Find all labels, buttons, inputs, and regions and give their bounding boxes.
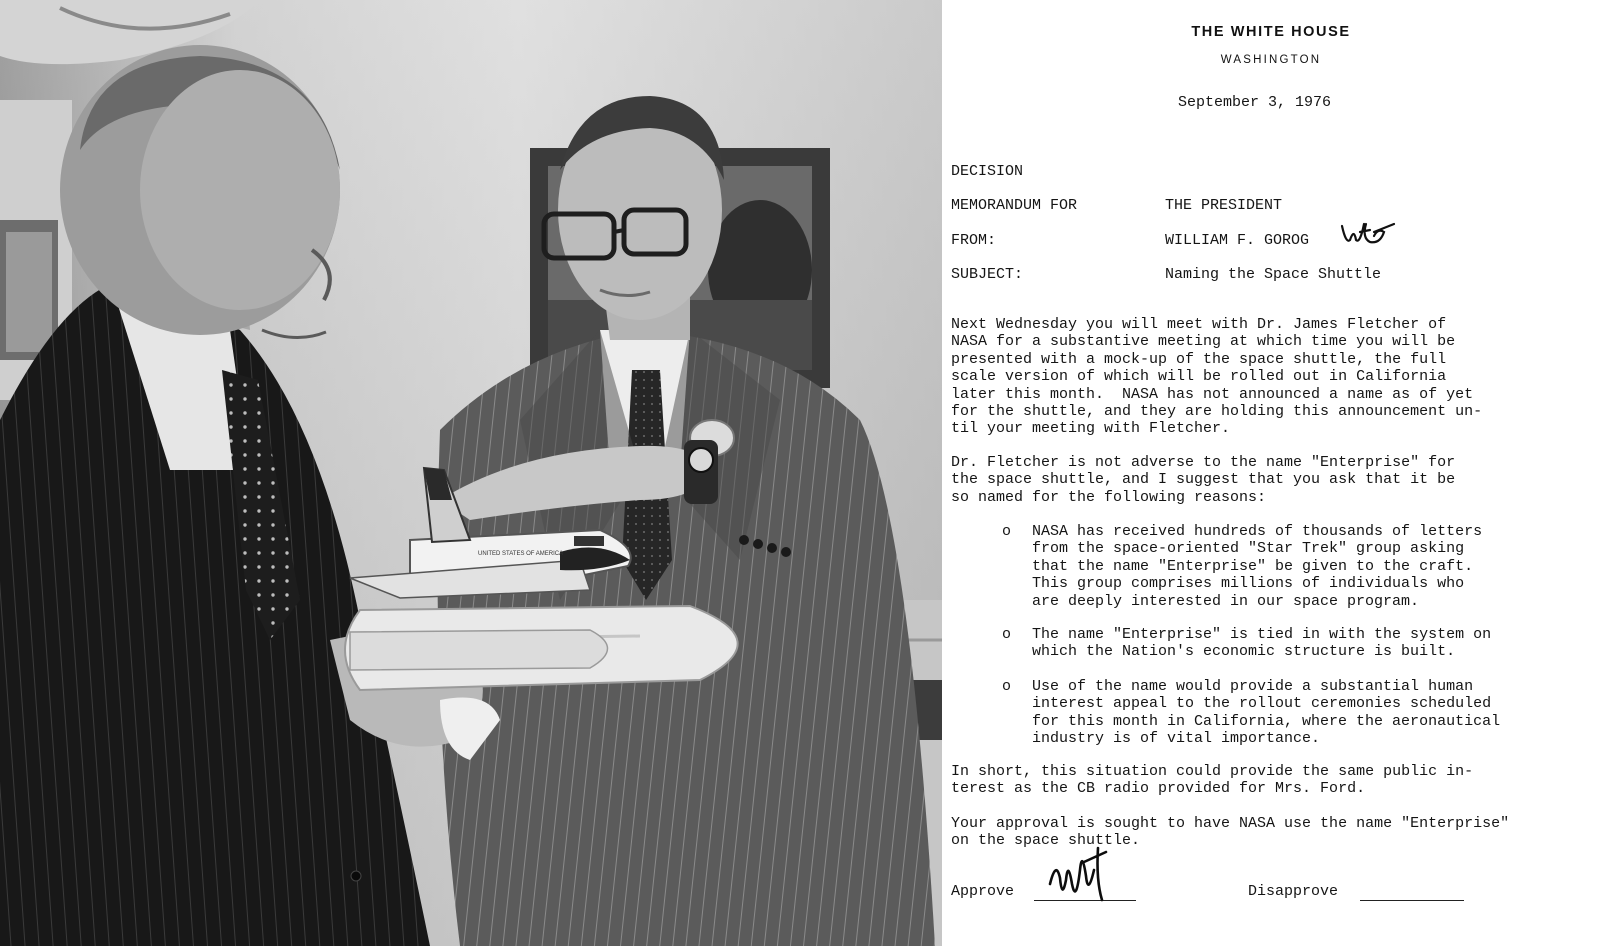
- paragraph-1: Next Wednesday you will meet with Dr. James Fletcher of NASA for a substantive meeting at which time you will be presented with a mock-up of the space shuttle, the full scale version of which will be rolled out in California later this month. NASA has not announced a name as of yet for the shuttle, and they are holding this announcement un- til your meeting with Fletcher.: [951, 316, 1483, 438]
- field-value-from: WILLIAM F. GOROG: [1165, 232, 1310, 249]
- field-value-subject: Naming the Space Shuttle: [1165, 266, 1382, 283]
- disapprove-label: Disapprove: [1248, 883, 1339, 900]
- field-value-to: THE PRESIDENT: [1165, 197, 1283, 214]
- approve-label: Approve: [951, 883, 1015, 900]
- from-initials-signature: [1340, 218, 1396, 250]
- bullet-1: NASA has received hundreds of thousands of letters from the space-oriented "Star Trek" group asking that the name "Enterprise" be given to the craft. This group comprises millions of individuals who are deeply interested in our space program.: [1032, 523, 1483, 610]
- disapprove-line: [1360, 900, 1464, 901]
- bullet-2: The name "Enterprise" is tied in with the system on which the Nation's economic structure is built.: [1032, 626, 1492, 661]
- bullet-3: Use of the name would provide a substantial human interest appeal to the rollout ceremonies scheduled for this month in California, where the aeronautical industry is of vital importance.: [1032, 678, 1501, 748]
- memorandum: [942, 0, 1600, 946]
- memo-type: DECISION: [951, 163, 1024, 180]
- field-label-to: MEMORANDUM FOR: [951, 197, 1078, 214]
- model-lettering: UNITED STATES OF AMERICA: [478, 551, 564, 557]
- bullet-marker: o: [1002, 678, 1012, 695]
- bullet-marker: o: [1002, 523, 1012, 540]
- field-label-from: FROM:: [951, 232, 997, 249]
- letterhead-city: WASHINGTON: [1220, 54, 1322, 66]
- letterhead: THE WHITE HOUSE: [1191, 24, 1351, 40]
- paragraph-4: Your approval is sought to have NASA use the name "Enterprise" on the space shuttle.: [951, 815, 1510, 850]
- bullet-marker: o: [1002, 626, 1012, 643]
- paragraph-3: In short, this situation could provide the same public in- terest as the CB radio provided for Mrs. Ford.: [951, 763, 1474, 798]
- field-label-subject: SUBJECT:: [951, 266, 1024, 283]
- memo-date: September 3, 1976: [1178, 94, 1332, 111]
- paragraph-2: Dr. Fletcher is not adverse to the name "Enterprise" for the space shuttle, and I suggest that you ask that it be so named for the following reasons:: [951, 454, 1456, 506]
- approval-signature: [1046, 840, 1116, 912]
